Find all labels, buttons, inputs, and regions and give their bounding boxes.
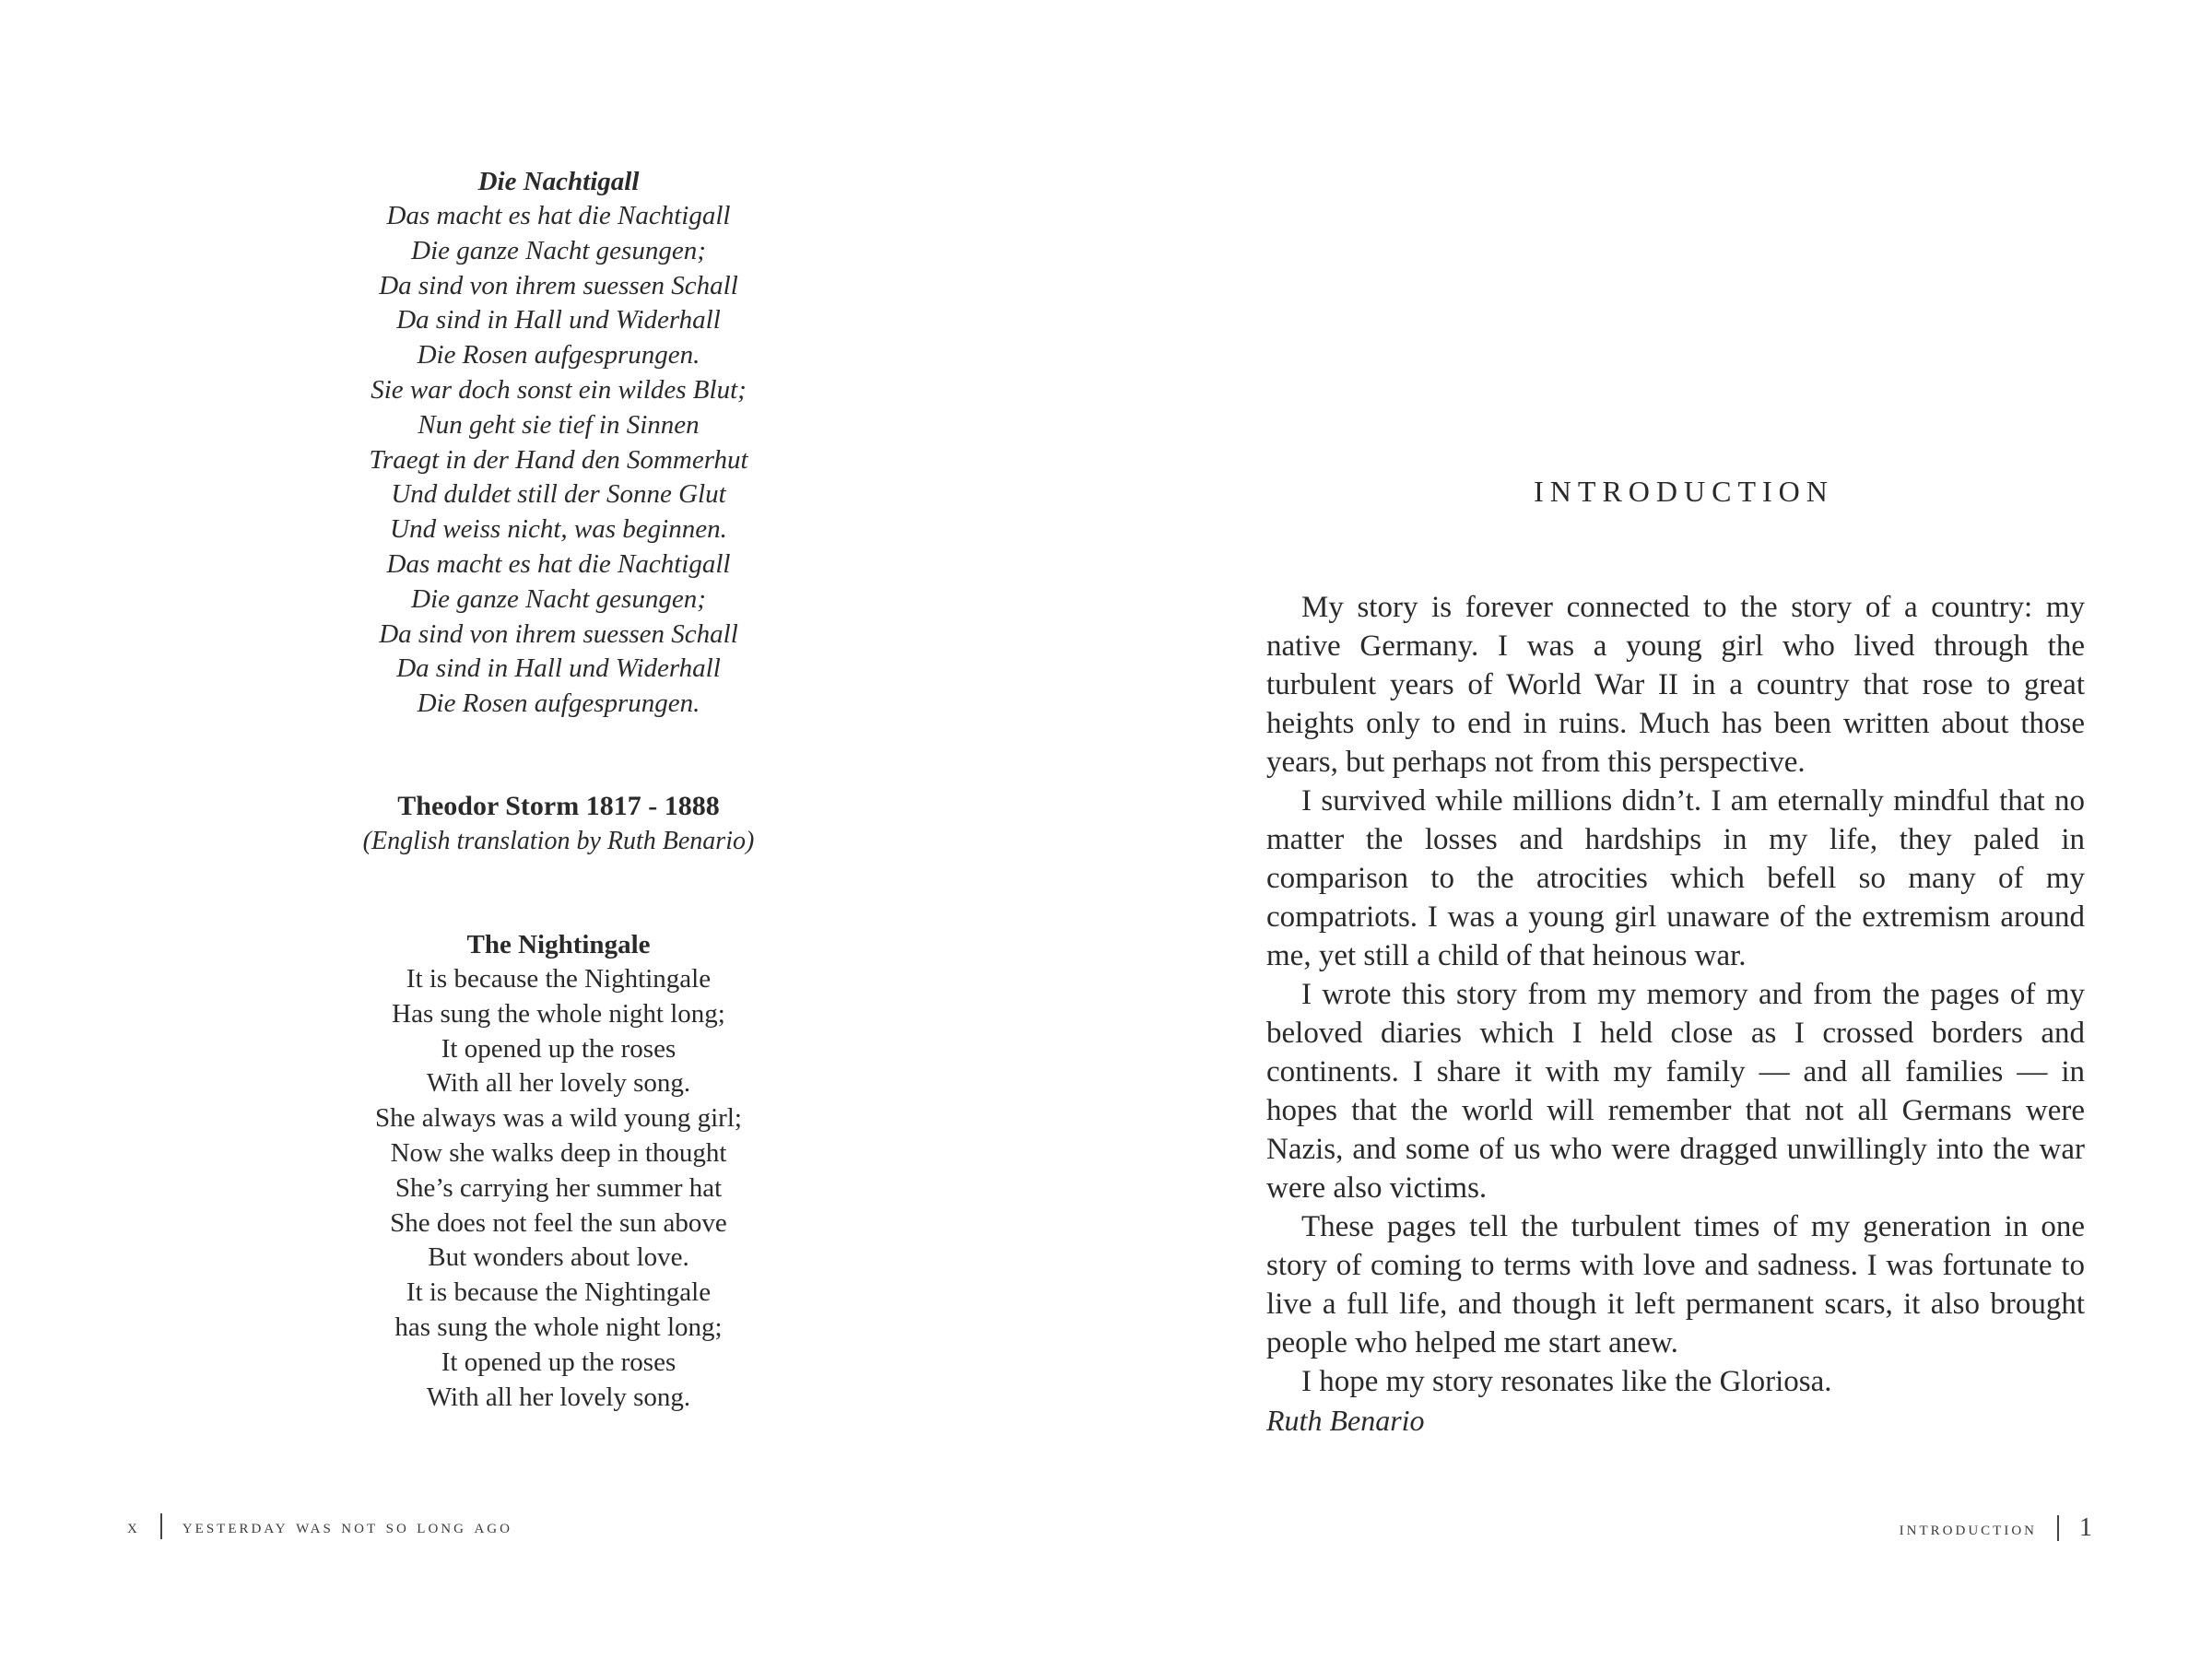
right-page-footer <box>1900 1513 2092 1543</box>
german-poem-title: Die Nachtigall <box>477 167 640 196</box>
poem-line: It opened up the roses <box>441 1033 677 1064</box>
poem-line: She does not feel the sun above <box>390 1207 727 1238</box>
poem-line: Das macht es hat die Nachtigall <box>386 548 731 579</box>
right-page <box>1106 0 2212 1659</box>
page-number: x <box>127 1514 140 1537</box>
translation-note: (English translation by Ruth Benario) <box>362 827 755 855</box>
poem-line: It is because the Nightingale <box>406 964 712 994</box>
poem-line: Has sung the whole night long; <box>392 998 725 1029</box>
german-poem <box>276 164 841 722</box>
poem-line: Da sind von ihrem suessen Schall <box>379 270 738 300</box>
running-head: yesterday was not so long ago <box>182 1514 512 1537</box>
footer-divider <box>2057 1515 2059 1541</box>
poet-name: Theodor Storm 1817 - 1888 <box>397 791 720 821</box>
poem-line: Sie war doch sonst ein wildes Blut; <box>371 374 747 405</box>
poem-line: Nun geht sie tief in Sinnen <box>418 409 700 440</box>
author-signature: Ruth Benario <box>1266 1404 1425 1437</box>
introduction-body <box>1266 588 2085 1401</box>
paragraph: These pages tell the turbulent times of my generation in one story of coming to terms with love and sadness. I was fortunate to live a full life, and though it left permanent scars, it also brought people who helped me start anew. <box>1266 1210 2085 1359</box>
footer-divider <box>160 1513 162 1539</box>
poem-line: Das macht es hat die Nachtigall <box>386 201 731 230</box>
poem-line: Da sind in Hall und Widerhall <box>396 653 721 684</box>
poem-line: She’s carrying her summer hat <box>394 1172 723 1203</box>
poem-line: With all her lovely song. <box>426 1382 691 1412</box>
poem-line: Da sind von ihrem suessen Schall <box>379 618 738 649</box>
running-head: introduction <box>1899 1516 2037 1539</box>
poem-line: With all her lovely song. <box>426 1068 691 1099</box>
english-poem-title: The Nightingale <box>466 930 651 959</box>
poem-line: has sung the whole night long; <box>394 1312 723 1342</box>
poem-line: Die ganze Nacht gesungen; <box>411 583 706 614</box>
poem-line: But wonders about love. <box>428 1242 689 1273</box>
poem-line: She always was a wild young girl; <box>375 1103 742 1134</box>
chapter-title <box>1106 475 2212 509</box>
poem-line: Und weiss nicht, was beginnen. <box>390 514 727 545</box>
english-poem-verses <box>276 962 841 1415</box>
german-poem-verses <box>276 199 841 722</box>
poem-line: Now she walks deep in thought <box>390 1137 727 1168</box>
poem-attribution <box>276 789 841 859</box>
poem-line: Da sind in Hall und Widerhall <box>396 305 721 335</box>
poem-line: Traegt in der Hand den Sommerhut <box>369 444 748 475</box>
poem-line: Und duldet still der Sonne Glut <box>391 479 726 510</box>
paragraph: I survived while millions didn’t. I am eternally mindful that no matter the losses and hardships in my life, they paled in comparison to the atrocities which befell so many of my compatriots. I was a young girl unaware of the extremism around me, yet still a child of that heinous war. <box>1266 784 2085 972</box>
paragraph: My story is forever connected to the story of a country: my native Germany. I was a young girl who lived through the turbulent years of World War II in a country that rose to great heights only to end in ruins. Much has been written about those years, but perhaps not from this perspective. <box>1266 591 2085 779</box>
poem-line: Die Rosen aufgesprungen. <box>417 340 700 371</box>
paragraph: I wrote this story from my memory and from the pages of my beloved diaries which I held close as I crossed borders and continents. I share it with my family — and all families — in hopes that the world will remember that not all Germans were Nazis, and some of us who were dragged unwillingly into the war were also victims. <box>1266 978 2085 1205</box>
english-poem <box>276 927 841 1415</box>
poem-line: Die Rosen aufgesprungen. <box>417 688 700 719</box>
page-number: 1 <box>2079 1513 2092 1542</box>
poem-line: It is because the Nightingale <box>406 1277 712 1308</box>
chapter-title-text: INTRODUCTION <box>1534 475 1834 508</box>
poem-line: It opened up the roses <box>441 1347 677 1377</box>
poem-line: Die ganze Nacht gesungen; <box>411 235 706 265</box>
paragraph: I hope my story resonates like the Gloriosa. <box>1301 1365 1832 1398</box>
left-page-footer <box>127 1513 512 1539</box>
